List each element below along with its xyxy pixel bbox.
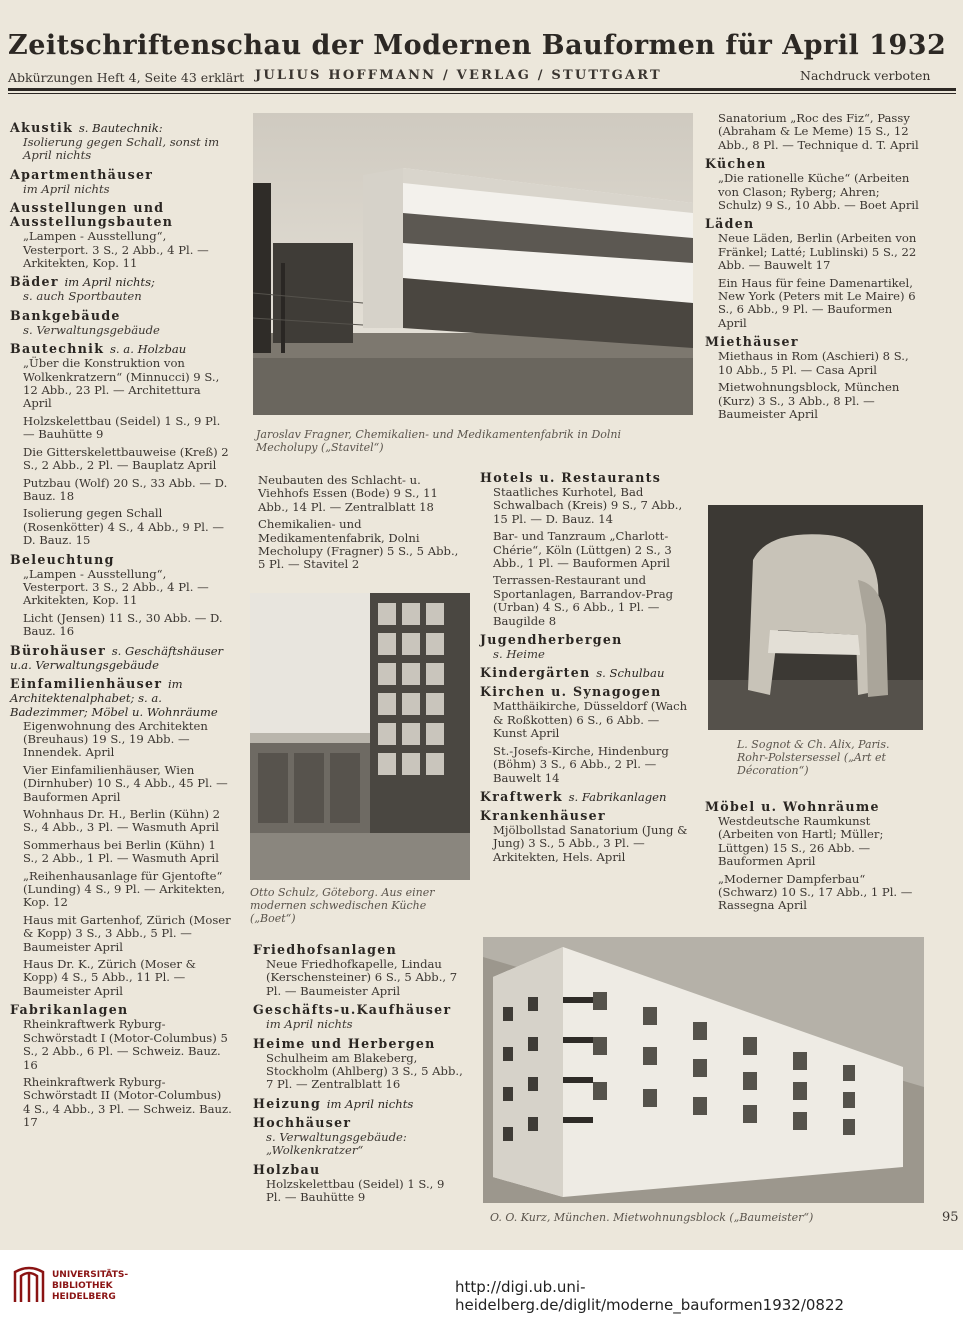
- entry: „Reihenhausanlage für Gjentofte“ (Lunding) 4 S., 9 Pl. — Arkitekten, Kop. 12: [23, 868, 226, 910]
- heading-bautechnik: Bautechnik s. a. Holzbau: [10, 341, 187, 357]
- armchair-photo: [708, 505, 923, 730]
- akustik-note: Isolierung gegen Schall, sonst im April nichts: [23, 135, 220, 163]
- heading-fabrik: Fabrikanlagen: [10, 1002, 129, 1018]
- entry: Licht (Jensen) 11 S., 30 Abb. — D. Bauz. 16: [23, 610, 223, 639]
- entry: Wohnhaus Dr. H., Berlin (Kühn) 2 S., 4 Abb., 3 Pl. — Wasmuth April: [23, 807, 221, 835]
- entry: „Lampen - Ausstellung“, Vesterport. 3 S., 2 Abb., 4 Pl. — Arkitekten, Kop. 11: [23, 566, 209, 608]
- heading-kranken: Krankenhäuser: [480, 807, 606, 823]
- entry: Mjölbollstad Sanatorium (Jung & Jung) 3 S., 5 Abb., 3 Pl. — Arkitekten, Hels. April: [493, 822, 688, 864]
- entry: Schulheim am Blakeberg, Stockholm (Ahlberg) 3 S., 5 Abb., 7 Pl. — Zentralblatt 16: [266, 1050, 463, 1092]
- caption-apartment-block: O. O. Kurz, München. Mietwohnungsblock („Baumeister“): [490, 1211, 814, 1224]
- armchair-photo-image: [708, 505, 923, 730]
- heading-holzbau: Holzbau: [253, 1161, 321, 1177]
- heading-hotels: Hotels u. Restaurants: [480, 470, 662, 485]
- abbreviation-note: Abkürzungen Heft 4, Seite 43 erklärt: [8, 70, 245, 85]
- column-1: [10, 116, 232, 1134]
- entry: Neue Friedhofkapelle, Lindau (Kerschensteiner) 6 S., 5 Abb., 7 Pl. — Baumeister April: [266, 957, 458, 998]
- library-name: UNIVERSITÄTS- BIBLIOTHEK HEIDELBERG: [52, 1270, 129, 1302]
- entry: „Über die Konstruktion von Wolkenkratzern“ (Minnucci) 9 S., 12 Abb., 23 Pl. — Architettura April: [23, 356, 220, 411]
- entry: Neubauten des Schlacht- u. Viehhofs Essen (Bode) 9 S., 11 Abb., 14 Pl. — Zentralblatt 18: [258, 473, 438, 514]
- apartment-block-photo-image: [483, 937, 924, 1203]
- entry: „Lampen - Ausstellung“, Vesterport. 3 S., 2 Abb., 4 Pl. — Arkitekten, Kop. 11: [23, 229, 209, 271]
- hoch-note: s. Verwaltungsgebäude: „Wolkenkratzer“: [266, 1129, 407, 1158]
- publisher-line: JULIUS HOFFMANN / VERLAG / STUTTGART: [255, 68, 662, 83]
- heading-beleuchtung: Beleuchtung: [10, 551, 115, 567]
- entry: Neue Läden, Berlin (Arbeiten von Fränkel; Latté; Lublinski) 5 S., 22 Abb. — Bauwelt 17: [718, 231, 917, 273]
- heading-moebel: Möbel u. Wohnräume: [705, 799, 880, 814]
- kitchen-photo: [250, 593, 470, 880]
- entry: Bar- und Tanzraum „Charlott-Chérie“, Köln (Lüttgen) 2 S., 3 Abb., 1 Pl. — Bauformen April: [493, 529, 672, 571]
- page-number: 95: [942, 1210, 959, 1225]
- heading-ausstellung: Ausstellungen und Ausstellungsbauten: [10, 200, 174, 230]
- heading-bank: Bankgebäude: [10, 307, 121, 323]
- caption-kitchen: Otto Schulz, Göteborg. Aus einer modernen schwedischen Küche („Boet“): [250, 886, 435, 925]
- geschaeft-note: im April nichts: [266, 1017, 353, 1032]
- apartment-note: im April nichts: [23, 181, 110, 196]
- entry: Die Gitterskelettbauweise (Kreß) 2 S., 2 Abb., 2 Pl. — Bauplatz April: [23, 444, 229, 473]
- caption-factory: Jaroslav Fragner, Chemikalien- und Medikamentenfabrik in Dolni Mecholupy („Stavitel“): [256, 428, 622, 454]
- entry: Westdeutsche Raumkunst (Arbeiten von Hartl; Müller; Lüttgen) 15 S., 26 Abb. — Bauformen April: [718, 814, 884, 869]
- entry: „Moderner Dampferbau“ (Schwarz) 10 S., 17 Abb., 1 Pl. — Rassegna April: [718, 871, 913, 913]
- entry: Sommerhaus bei Berlin (Kühn) 1 S., 2 Abb., 1 Pl. — Wasmuth April: [23, 837, 219, 866]
- column-3: [480, 466, 688, 868]
- entry: Rheinkraftwerk Ryburg-Schwörstadt II (Motor-Columbus) 4 S., 4 Abb., 3 Pl. — Schweiz. Bauz. 17: [23, 1074, 232, 1130]
- entry: Haus mit Gartenhof, Zürich (Moser & Kopp) 3 S., 3 Abb., 5 Pl. — Baumeister April: [23, 912, 231, 954]
- heading-jugend: Jugendherbergen: [480, 632, 623, 648]
- entry: Terrassen-Restaurant und Sportanlagen, Barrandov-Prag (Urban) 4 S., 6 Abb., 1 Pl. — Baugilde 8: [493, 573, 674, 628]
- heading-hoch: Hochhäuser: [253, 1114, 352, 1130]
- entry: „Die rationelle Küche“ (Arbeiten von Clason; Ryberg; Ahren; Schulz) 9 S., 10 Abb. — Boet April: [718, 171, 919, 213]
- entry: Haus Dr. K., Zürich (Moser & Kopp) 4 S., 5 Abb., 11 Pl. — Baumeister April: [23, 957, 196, 998]
- heading-akustik: Akustik s. Bautechnik:: [10, 120, 163, 135]
- entry: Staatliches Kurhotel, Bad Schwalbach (Kreis) 9 S., 7 Abb., 15 Pl. — D. Bauz. 14: [493, 485, 683, 526]
- page-title: Zeitschriftenschau der Modernen Bauformen für April 1932: [8, 30, 947, 61]
- entry: Holzskelettbau (Seidel) 1 S., 9 Pl. — Bauhütte 9: [23, 413, 221, 442]
- entry: Ein Haus für feine Damenartikel, New York (Peters mit Le Maire) 6 S., 6 Abb., 9 Pl. — Bauformen April: [718, 275, 916, 330]
- heading-baeder: Bäder im April nichts;: [10, 274, 155, 290]
- heading-geschaeft: Geschäfts-u.Kaufhäuser: [253, 1002, 452, 1018]
- heading-kinder: Kindergärten s. Schulbau: [480, 665, 665, 681]
- source-url-link[interactable]: http://digi.ub.uni-heidelberg.de/diglit/moderne_bauformen1932/0822: [455, 1278, 845, 1314]
- column-2-top: [258, 474, 464, 576]
- factory-photo: [253, 113, 693, 415]
- entry: St.-Josefs-Kirche, Hindenburg (Böhm) 3 S., 6 Abb., 2 Pl. — Bauwelt 14: [493, 743, 669, 785]
- entry: Eigenwohnung des Architekten (Breuhaus) 19 S., 19 Abb. — Innendek. April: [23, 718, 208, 760]
- entry: Sanatorium „Roc des Fiz“, Passy (Abraham & Le Meme) 15 S., 12 Abb., 8 Pl. — Technique d. T. April: [718, 111, 919, 152]
- baeder-note: s. auch Sportbauten: [23, 289, 142, 304]
- header-rule-thick: [8, 88, 956, 91]
- heading-kraft: Kraftwerk s. Fabrikanlagen: [480, 788, 667, 804]
- entry: Vier Einfamilienhäuser, Wien (Dirnhuber) 10 S., 4 Abb., 45 Pl. — Bauformen April: [23, 762, 228, 804]
- heading-kuechen: Küchen: [705, 156, 767, 172]
- factory-photo-image: [253, 113, 693, 415]
- heading-apartment: Apartmenthäuser: [10, 166, 154, 182]
- entry: Rheinkraftwerk Ryburg-Schwörstadt I (Motor-Columbus) 5 S., 2 Abb., 6 Pl. — Schweiz. Bauz. 16: [23, 1017, 228, 1072]
- heading-friedhof: Friedhofsanlagen: [253, 942, 398, 957]
- heading-laeden: Läden: [705, 216, 755, 232]
- column-2-bottom: [253, 938, 463, 1208]
- column-4: [705, 112, 920, 425]
- heading-buero: Bürohäuser s. Geschäftshäuser u.a. Verwaltungsgebäude: [10, 642, 224, 672]
- heading-heime: Heime und Herbergen: [253, 1035, 436, 1051]
- entry: Holzskelettbau (Seidel) 1 S., 9 Pl. — Bauhütte 9: [266, 1176, 445, 1205]
- library-logo-icon: [12, 1264, 46, 1304]
- entry: Chemikalien- und Medikamentenfabrik, Dolni Mecholupy (Fragner) 5 S., 5 Abb., 5 Pl. — Stavitel 2: [258, 517, 459, 572]
- entry: Matthäikirche, Düsseldorf (Wach & Roßkotten) 6 S., 6 Abb. — Kunst April: [493, 699, 688, 741]
- kitchen-photo-image: [250, 593, 470, 880]
- jugend-note: s. Heime: [493, 647, 545, 662]
- entry: Putzbau (Wolf) 20 S., 33 Abb. — D. Bauz. 18: [23, 475, 228, 503]
- bank-note: s. Verwaltungsgebäude: [23, 322, 160, 337]
- entry: Mietwohnungsblock, München (Kurz) 3 S., 3 Abb., 8 Pl. — Baumeister April: [718, 380, 900, 421]
- heading-miet: Miethäuser: [705, 334, 799, 350]
- entry: Isolierung gegen Schall (Rosenkötter) 4 S., 4 Abb., 9 Pl. — D. Bauz. 15: [23, 506, 224, 548]
- column-4-bottom: [705, 795, 920, 917]
- header-rule-thin: [8, 93, 956, 94]
- apartment-block-photo: [483, 937, 924, 1203]
- reprint-note: Nachdruck verboten: [800, 68, 931, 83]
- heading-einfamilien: Einfamilienhäuser im Architektenalphabet; s. a. Badezimmer; Möbel u. Wohnräume: [10, 675, 218, 719]
- entry: Miethaus in Rom (Aschieri) 8 S., 10 Abb., 5 Pl. — Casa April: [718, 349, 909, 377]
- caption-armchair: L. Sognot & Ch. Alix, Paris. Rohr-Polstersessel („Art et Décoration“): [737, 738, 890, 777]
- heading-heizung: Heizung im April nichts: [253, 1095, 414, 1111]
- heading-kirchen: Kirchen u. Synagogen: [480, 684, 662, 700]
